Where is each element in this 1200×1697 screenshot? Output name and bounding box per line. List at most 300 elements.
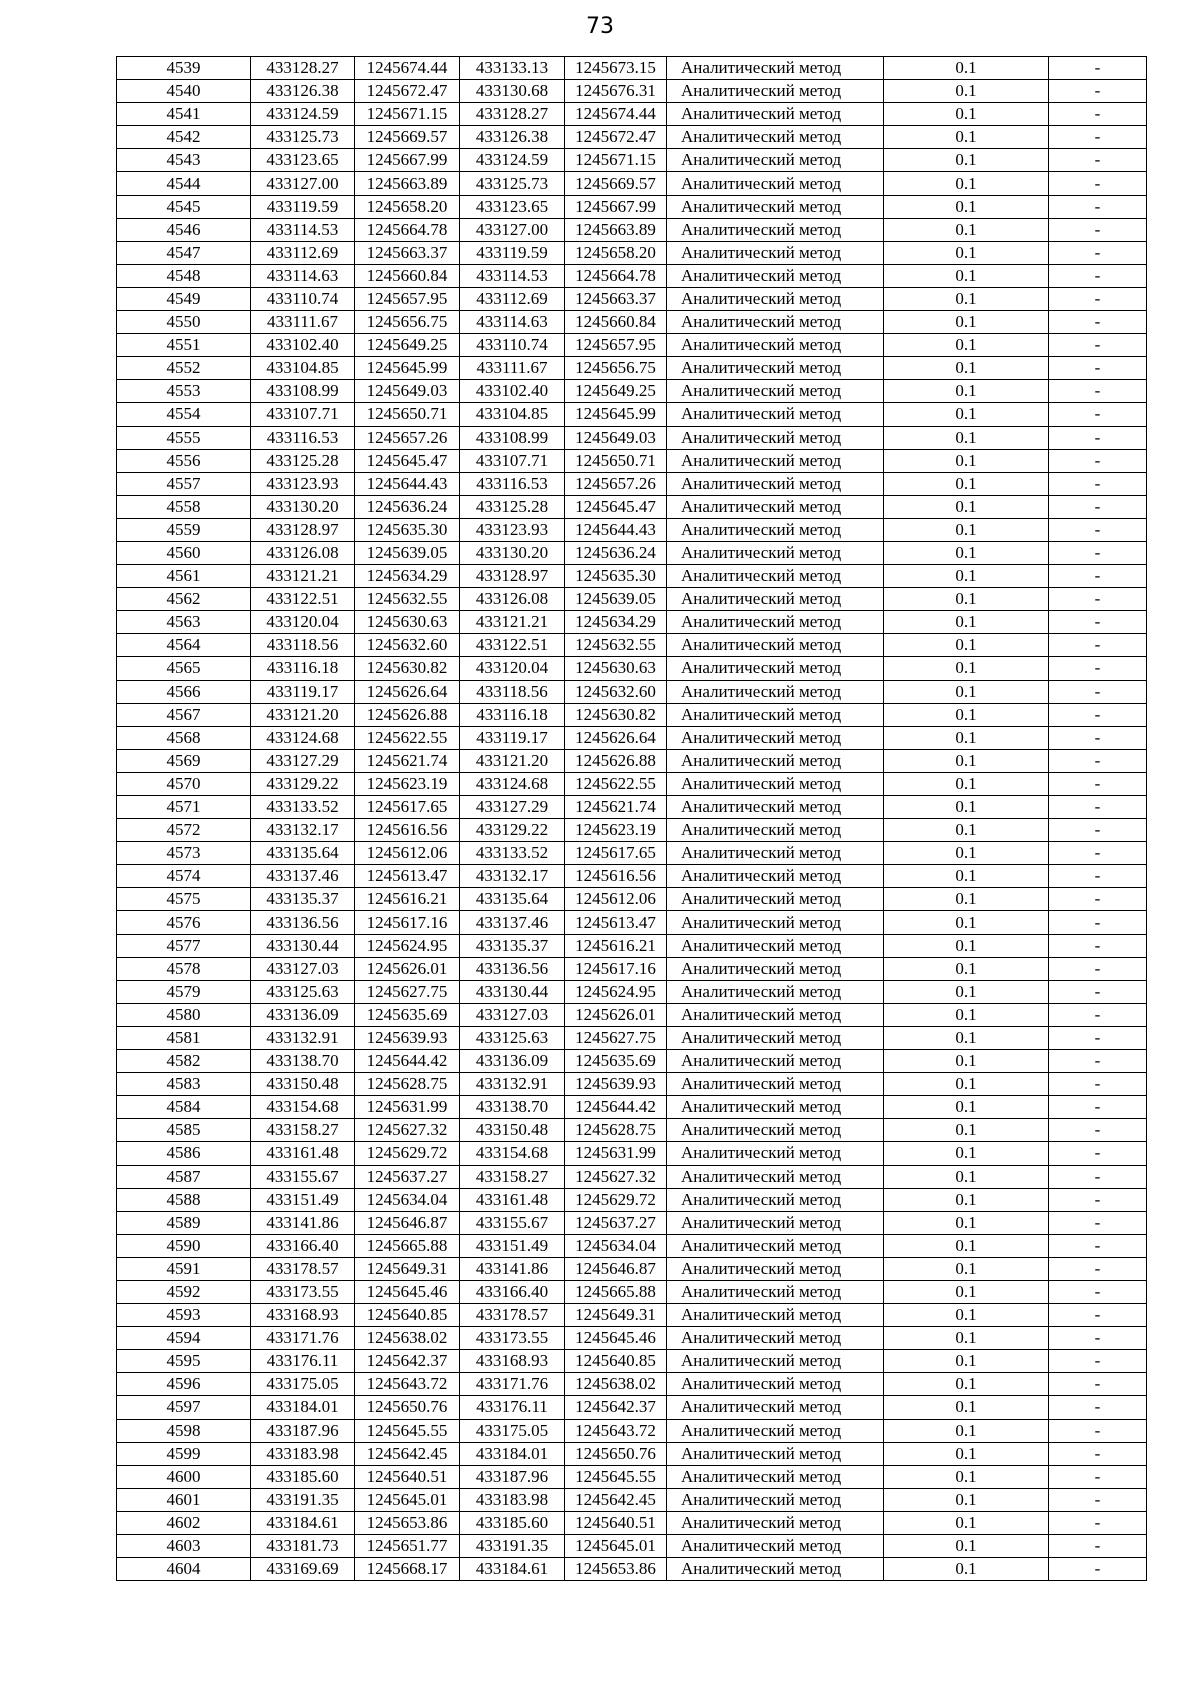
y1-cell: 1245653.86 bbox=[355, 1511, 460, 1534]
y2-cell: 1245658.20 bbox=[565, 241, 667, 264]
y2-cell: 1245672.47 bbox=[565, 126, 667, 149]
point-number-cell: 4592 bbox=[117, 1280, 251, 1303]
y2-cell: 1245630.82 bbox=[565, 703, 667, 726]
accuracy-cell: 0.1 bbox=[884, 588, 1049, 611]
x1-cell: 433127.03 bbox=[251, 957, 355, 980]
y1-cell: 1245642.45 bbox=[355, 1442, 460, 1465]
table-row bbox=[117, 980, 1147, 1003]
note-cell: - bbox=[1049, 1119, 1147, 1142]
table-row bbox=[117, 1165, 1147, 1188]
y2-cell: 1245612.06 bbox=[565, 888, 667, 911]
y1-cell: 1245658.20 bbox=[355, 195, 460, 218]
accuracy-cell: 0.1 bbox=[884, 287, 1049, 310]
accuracy-cell: 0.1 bbox=[884, 1188, 1049, 1211]
table-row bbox=[117, 1096, 1147, 1119]
accuracy-cell: 0.1 bbox=[884, 195, 1049, 218]
note-cell: - bbox=[1049, 57, 1147, 80]
y1-cell: 1245639.93 bbox=[355, 1026, 460, 1049]
note-cell: - bbox=[1049, 565, 1147, 588]
x2-cell: 433104.85 bbox=[460, 403, 565, 426]
accuracy-cell: 0.1 bbox=[884, 634, 1049, 657]
note-cell: - bbox=[1049, 1050, 1147, 1073]
note-cell: - bbox=[1049, 680, 1147, 703]
x2-cell: 433168.93 bbox=[460, 1350, 565, 1373]
y1-cell: 1245617.16 bbox=[355, 911, 460, 934]
x2-cell: 433187.96 bbox=[460, 1465, 565, 1488]
x2-cell: 433125.63 bbox=[460, 1026, 565, 1049]
method-cell: Аналитический метод bbox=[667, 380, 884, 403]
method-cell: Аналитический метод bbox=[667, 518, 884, 541]
point-number-cell: 4586 bbox=[117, 1142, 251, 1165]
y2-cell: 1245649.25 bbox=[565, 380, 667, 403]
method-cell: Аналитический метод bbox=[667, 1442, 884, 1465]
y2-cell: 1245644.42 bbox=[565, 1096, 667, 1119]
y2-cell: 1245617.65 bbox=[565, 842, 667, 865]
method-cell: Аналитический метод bbox=[667, 1419, 884, 1442]
method-cell: Аналитический метод bbox=[667, 1511, 884, 1534]
note-cell: - bbox=[1049, 195, 1147, 218]
accuracy-cell: 0.1 bbox=[884, 403, 1049, 426]
method-cell: Аналитический метод bbox=[667, 1026, 884, 1049]
x1-cell: 433121.20 bbox=[251, 703, 355, 726]
accuracy-cell: 0.1 bbox=[884, 1026, 1049, 1049]
y2-cell: 1245622.55 bbox=[565, 772, 667, 795]
note-cell: - bbox=[1049, 611, 1147, 634]
y1-cell: 1245660.84 bbox=[355, 264, 460, 287]
accuracy-cell: 0.1 bbox=[884, 1419, 1049, 1442]
table-row bbox=[117, 103, 1147, 126]
accuracy-cell: 0.1 bbox=[884, 611, 1049, 634]
y2-cell: 1245673.15 bbox=[565, 57, 667, 80]
x1-cell: 433127.29 bbox=[251, 749, 355, 772]
note-cell: - bbox=[1049, 842, 1147, 865]
table-row bbox=[117, 911, 1147, 934]
method-cell: Аналитический метод bbox=[667, 1073, 884, 1096]
point-number-cell: 4550 bbox=[117, 311, 251, 334]
x1-cell: 433123.93 bbox=[251, 472, 355, 495]
y1-cell: 1245639.05 bbox=[355, 541, 460, 564]
y2-cell: 1245645.47 bbox=[565, 495, 667, 518]
table-row bbox=[117, 1327, 1147, 1350]
method-cell: Аналитический метод bbox=[667, 241, 884, 264]
y1-cell: 1245645.46 bbox=[355, 1280, 460, 1303]
y1-cell: 1245612.06 bbox=[355, 842, 460, 865]
method-cell: Аналитический метод bbox=[667, 541, 884, 564]
y2-cell: 1245638.02 bbox=[565, 1373, 667, 1396]
x2-cell: 433125.73 bbox=[460, 172, 565, 195]
note-cell: - bbox=[1049, 1096, 1147, 1119]
method-cell: Аналитический метод bbox=[667, 1003, 884, 1026]
table-row bbox=[117, 1442, 1147, 1465]
x1-cell: 433150.48 bbox=[251, 1073, 355, 1096]
y1-cell: 1245640.51 bbox=[355, 1465, 460, 1488]
note-cell: - bbox=[1049, 1142, 1147, 1165]
point-number-cell: 4552 bbox=[117, 357, 251, 380]
note-cell: - bbox=[1049, 1396, 1147, 1419]
y2-cell: 1245669.57 bbox=[565, 172, 667, 195]
y1-cell: 1245674.44 bbox=[355, 57, 460, 80]
point-number-cell: 4595 bbox=[117, 1350, 251, 1373]
y1-cell: 1245656.75 bbox=[355, 311, 460, 334]
x2-cell: 433114.53 bbox=[460, 264, 565, 287]
table-row bbox=[117, 403, 1147, 426]
table-row bbox=[117, 126, 1147, 149]
accuracy-cell: 0.1 bbox=[884, 1073, 1049, 1096]
method-cell: Аналитический метод bbox=[667, 1327, 884, 1350]
point-number-cell: 4572 bbox=[117, 819, 251, 842]
point-number-cell: 4573 bbox=[117, 842, 251, 865]
table-row bbox=[117, 934, 1147, 957]
point-number-cell: 4569 bbox=[117, 749, 251, 772]
note-cell: - bbox=[1049, 1373, 1147, 1396]
y1-cell: 1245649.31 bbox=[355, 1257, 460, 1280]
y2-cell: 1245629.72 bbox=[565, 1188, 667, 1211]
y2-cell: 1245632.55 bbox=[565, 634, 667, 657]
y2-cell: 1245650.76 bbox=[565, 1442, 667, 1465]
method-cell: Аналитический метод bbox=[667, 749, 884, 772]
method-cell: Аналитический метод bbox=[667, 888, 884, 911]
y2-cell: 1245649.31 bbox=[565, 1304, 667, 1327]
y2-cell: 1245642.37 bbox=[565, 1396, 667, 1419]
table-row bbox=[117, 749, 1147, 772]
note-cell: - bbox=[1049, 1327, 1147, 1350]
x1-cell: 433166.40 bbox=[251, 1234, 355, 1257]
table-row bbox=[117, 1511, 1147, 1534]
y1-cell: 1245669.57 bbox=[355, 126, 460, 149]
accuracy-cell: 0.1 bbox=[884, 495, 1049, 518]
method-cell: Аналитический метод bbox=[667, 680, 884, 703]
y2-cell: 1245664.78 bbox=[565, 264, 667, 287]
method-cell: Аналитический метод bbox=[667, 1257, 884, 1280]
note-cell: - bbox=[1049, 1188, 1147, 1211]
x1-cell: 433121.21 bbox=[251, 565, 355, 588]
point-number-cell: 4554 bbox=[117, 403, 251, 426]
table-row bbox=[117, 703, 1147, 726]
x1-cell: 433111.67 bbox=[251, 311, 355, 334]
y2-cell: 1245642.45 bbox=[565, 1488, 667, 1511]
x1-cell: 433126.38 bbox=[251, 80, 355, 103]
point-number-cell: 4551 bbox=[117, 334, 251, 357]
x2-cell: 433107.71 bbox=[460, 449, 565, 472]
point-number-cell: 4574 bbox=[117, 865, 251, 888]
method-cell: Аналитический метод bbox=[667, 218, 884, 241]
method-cell: Аналитический метод bbox=[667, 264, 884, 287]
note-cell: - bbox=[1049, 657, 1147, 680]
x2-cell: 433126.38 bbox=[460, 126, 565, 149]
y1-cell: 1245644.43 bbox=[355, 472, 460, 495]
coordinates-table bbox=[116, 56, 1147, 1581]
x2-cell: 433166.40 bbox=[460, 1280, 565, 1303]
note-cell: - bbox=[1049, 357, 1147, 380]
y2-cell: 1245645.99 bbox=[565, 403, 667, 426]
table-row bbox=[117, 1003, 1147, 1026]
accuracy-cell: 0.1 bbox=[884, 541, 1049, 564]
point-number-cell: 4560 bbox=[117, 541, 251, 564]
y1-cell: 1245665.88 bbox=[355, 1234, 460, 1257]
accuracy-cell: 0.1 bbox=[884, 1119, 1049, 1142]
x1-cell: 433130.44 bbox=[251, 934, 355, 957]
y1-cell: 1245630.82 bbox=[355, 657, 460, 680]
point-number-cell: 4568 bbox=[117, 726, 251, 749]
x1-cell: 433125.28 bbox=[251, 449, 355, 472]
accuracy-cell: 0.1 bbox=[884, 80, 1049, 103]
x2-cell: 433150.48 bbox=[460, 1119, 565, 1142]
y2-cell: 1245663.37 bbox=[565, 287, 667, 310]
y1-cell: 1245649.25 bbox=[355, 334, 460, 357]
point-number-cell: 4544 bbox=[117, 172, 251, 195]
note-cell: - bbox=[1049, 1535, 1147, 1558]
y1-cell: 1245643.72 bbox=[355, 1373, 460, 1396]
note-cell: - bbox=[1049, 449, 1147, 472]
table-row bbox=[117, 819, 1147, 842]
y1-cell: 1245635.69 bbox=[355, 1003, 460, 1026]
table-row bbox=[117, 1050, 1147, 1073]
y2-cell: 1245674.44 bbox=[565, 103, 667, 126]
accuracy-cell: 0.1 bbox=[884, 1211, 1049, 1234]
x2-cell: 433123.65 bbox=[460, 195, 565, 218]
note-cell: - bbox=[1049, 1073, 1147, 1096]
x1-cell: 433119.59 bbox=[251, 195, 355, 218]
table-row bbox=[117, 1373, 1147, 1396]
table-row bbox=[117, 680, 1147, 703]
table-row bbox=[117, 241, 1147, 264]
point-number-cell: 4579 bbox=[117, 980, 251, 1003]
x2-cell: 433129.22 bbox=[460, 819, 565, 842]
table-body bbox=[117, 57, 1147, 1581]
x1-cell: 433130.20 bbox=[251, 495, 355, 518]
y1-cell: 1245629.72 bbox=[355, 1142, 460, 1165]
y1-cell: 1245623.19 bbox=[355, 772, 460, 795]
x2-cell: 433127.00 bbox=[460, 218, 565, 241]
method-cell: Аналитический метод bbox=[667, 80, 884, 103]
table-row bbox=[117, 1304, 1147, 1327]
x1-cell: 433110.74 bbox=[251, 287, 355, 310]
x2-cell: 433124.68 bbox=[460, 772, 565, 795]
x2-cell: 433191.35 bbox=[460, 1535, 565, 1558]
y1-cell: 1245672.47 bbox=[355, 80, 460, 103]
accuracy-cell: 0.1 bbox=[884, 1511, 1049, 1534]
y1-cell: 1245617.65 bbox=[355, 796, 460, 819]
accuracy-cell: 0.1 bbox=[884, 657, 1049, 680]
note-cell: - bbox=[1049, 957, 1147, 980]
table-row bbox=[117, 518, 1147, 541]
accuracy-cell: 0.1 bbox=[884, 796, 1049, 819]
x1-cell: 433120.04 bbox=[251, 611, 355, 634]
y2-cell: 1245626.64 bbox=[565, 726, 667, 749]
note-cell: - bbox=[1049, 403, 1147, 426]
y2-cell: 1245653.86 bbox=[565, 1558, 667, 1581]
y1-cell: 1245630.63 bbox=[355, 611, 460, 634]
table-row bbox=[117, 1419, 1147, 1442]
method-cell: Аналитический метод bbox=[667, 1142, 884, 1165]
accuracy-cell: 0.1 bbox=[884, 449, 1049, 472]
x2-cell: 433151.49 bbox=[460, 1234, 565, 1257]
note-cell: - bbox=[1049, 1257, 1147, 1280]
x1-cell: 433181.73 bbox=[251, 1535, 355, 1558]
x1-cell: 433108.99 bbox=[251, 380, 355, 403]
y2-cell: 1245645.01 bbox=[565, 1535, 667, 1558]
point-number-cell: 4541 bbox=[117, 103, 251, 126]
accuracy-cell: 0.1 bbox=[884, 1396, 1049, 1419]
table-row bbox=[117, 195, 1147, 218]
y2-cell: 1245644.43 bbox=[565, 518, 667, 541]
y1-cell: 1245627.32 bbox=[355, 1119, 460, 1142]
accuracy-cell: 0.1 bbox=[884, 472, 1049, 495]
table-row bbox=[117, 449, 1147, 472]
table-row bbox=[117, 472, 1147, 495]
accuracy-cell: 0.1 bbox=[884, 1373, 1049, 1396]
x1-cell: 433178.57 bbox=[251, 1257, 355, 1280]
x2-cell: 433173.55 bbox=[460, 1327, 565, 1350]
method-cell: Аналитический метод bbox=[667, 1096, 884, 1119]
point-number-cell: 4548 bbox=[117, 264, 251, 287]
point-number-cell: 4562 bbox=[117, 588, 251, 611]
note-cell: - bbox=[1049, 1234, 1147, 1257]
x1-cell: 433176.11 bbox=[251, 1350, 355, 1373]
note-cell: - bbox=[1049, 380, 1147, 403]
method-cell: Аналитический метод bbox=[667, 980, 884, 1003]
note-cell: - bbox=[1049, 334, 1147, 357]
y2-cell: 1245643.72 bbox=[565, 1419, 667, 1442]
table-row bbox=[117, 1142, 1147, 1165]
y1-cell: 1245626.01 bbox=[355, 957, 460, 980]
y2-cell: 1245676.31 bbox=[565, 80, 667, 103]
y2-cell: 1245628.75 bbox=[565, 1119, 667, 1142]
y2-cell: 1245671.15 bbox=[565, 149, 667, 172]
y2-cell: 1245646.87 bbox=[565, 1257, 667, 1280]
y1-cell: 1245621.74 bbox=[355, 749, 460, 772]
accuracy-cell: 0.1 bbox=[884, 218, 1049, 241]
x2-cell: 433124.59 bbox=[460, 149, 565, 172]
method-cell: Аналитический метод bbox=[667, 1558, 884, 1581]
point-number-cell: 4580 bbox=[117, 1003, 251, 1026]
y2-cell: 1245657.26 bbox=[565, 472, 667, 495]
table-row bbox=[117, 1257, 1147, 1280]
table-row bbox=[117, 149, 1147, 172]
y1-cell: 1245664.78 bbox=[355, 218, 460, 241]
y2-cell: 1245639.93 bbox=[565, 1073, 667, 1096]
note-cell: - bbox=[1049, 588, 1147, 611]
y1-cell: 1245626.64 bbox=[355, 680, 460, 703]
y2-cell: 1245663.89 bbox=[565, 218, 667, 241]
point-number-cell: 4602 bbox=[117, 1511, 251, 1534]
point-number-cell: 4540 bbox=[117, 80, 251, 103]
point-number-cell: 4547 bbox=[117, 241, 251, 264]
y1-cell: 1245663.89 bbox=[355, 172, 460, 195]
table-row bbox=[117, 311, 1147, 334]
y1-cell: 1245649.03 bbox=[355, 380, 460, 403]
method-cell: Аналитический метод bbox=[667, 287, 884, 310]
note-cell: - bbox=[1049, 149, 1147, 172]
accuracy-cell: 0.1 bbox=[884, 703, 1049, 726]
note-cell: - bbox=[1049, 264, 1147, 287]
x2-cell: 433138.70 bbox=[460, 1096, 565, 1119]
point-number-cell: 4597 bbox=[117, 1396, 251, 1419]
x1-cell: 433125.73 bbox=[251, 126, 355, 149]
table-row bbox=[117, 611, 1147, 634]
y2-cell: 1245636.24 bbox=[565, 541, 667, 564]
accuracy-cell: 0.1 bbox=[884, 1442, 1049, 1465]
x1-cell: 433154.68 bbox=[251, 1096, 355, 1119]
table-row bbox=[117, 264, 1147, 287]
x1-cell: 433135.64 bbox=[251, 842, 355, 865]
x1-cell: 433104.85 bbox=[251, 357, 355, 380]
method-cell: Аналитический метод bbox=[667, 103, 884, 126]
x2-cell: 433185.60 bbox=[460, 1511, 565, 1534]
y2-cell: 1245630.63 bbox=[565, 657, 667, 680]
y2-cell: 1245665.88 bbox=[565, 1280, 667, 1303]
y2-cell: 1245627.32 bbox=[565, 1165, 667, 1188]
table-row bbox=[117, 888, 1147, 911]
table-row bbox=[117, 842, 1147, 865]
y1-cell: 1245646.87 bbox=[355, 1211, 460, 1234]
note-cell: - bbox=[1049, 311, 1147, 334]
point-number-cell: 4542 bbox=[117, 126, 251, 149]
note-cell: - bbox=[1049, 472, 1147, 495]
point-number-cell: 4566 bbox=[117, 680, 251, 703]
method-cell: Аналитический метод bbox=[667, 1535, 884, 1558]
table-row bbox=[117, 657, 1147, 680]
accuracy-cell: 0.1 bbox=[884, 1165, 1049, 1188]
accuracy-cell: 0.1 bbox=[884, 911, 1049, 934]
x2-cell: 433132.91 bbox=[460, 1073, 565, 1096]
x1-cell: 433175.05 bbox=[251, 1373, 355, 1396]
y1-cell: 1245657.95 bbox=[355, 287, 460, 310]
point-number-cell: 4590 bbox=[117, 1234, 251, 1257]
y1-cell: 1245657.26 bbox=[355, 426, 460, 449]
x1-cell: 433141.86 bbox=[251, 1211, 355, 1234]
point-number-cell: 4587 bbox=[117, 1165, 251, 1188]
point-number-cell: 4576 bbox=[117, 911, 251, 934]
y2-cell: 1245613.47 bbox=[565, 911, 667, 934]
table-row bbox=[117, 1280, 1147, 1303]
y2-cell: 1245634.29 bbox=[565, 611, 667, 634]
x2-cell: 433121.21 bbox=[460, 611, 565, 634]
point-number-cell: 4598 bbox=[117, 1419, 251, 1442]
x1-cell: 433161.48 bbox=[251, 1142, 355, 1165]
point-number-cell: 4588 bbox=[117, 1188, 251, 1211]
x1-cell: 433137.46 bbox=[251, 865, 355, 888]
x1-cell: 433168.93 bbox=[251, 1304, 355, 1327]
note-cell: - bbox=[1049, 703, 1147, 726]
point-number-cell: 4578 bbox=[117, 957, 251, 980]
x1-cell: 433132.17 bbox=[251, 819, 355, 842]
table-row bbox=[117, 172, 1147, 195]
method-cell: Аналитический метод bbox=[667, 172, 884, 195]
method-cell: Аналитический метод bbox=[667, 1188, 884, 1211]
accuracy-cell: 0.1 bbox=[884, 126, 1049, 149]
y1-cell: 1245635.30 bbox=[355, 518, 460, 541]
accuracy-cell: 0.1 bbox=[884, 1488, 1049, 1511]
point-number-cell: 4596 bbox=[117, 1373, 251, 1396]
note-cell: - bbox=[1049, 103, 1147, 126]
note-cell: - bbox=[1049, 1211, 1147, 1234]
table-row bbox=[117, 634, 1147, 657]
x2-cell: 433122.51 bbox=[460, 634, 565, 657]
method-cell: Аналитический метод bbox=[667, 726, 884, 749]
y1-cell: 1245626.88 bbox=[355, 703, 460, 726]
note-cell: - bbox=[1049, 80, 1147, 103]
accuracy-cell: 0.1 bbox=[884, 1350, 1049, 1373]
accuracy-cell: 0.1 bbox=[884, 934, 1049, 957]
table-row bbox=[117, 57, 1147, 80]
accuracy-cell: 0.1 bbox=[884, 1280, 1049, 1303]
table-row bbox=[117, 1535, 1147, 1558]
method-cell: Аналитический метод bbox=[667, 703, 884, 726]
y2-cell: 1245639.05 bbox=[565, 588, 667, 611]
method-cell: Аналитический метод bbox=[667, 865, 884, 888]
y1-cell: 1245650.71 bbox=[355, 403, 460, 426]
